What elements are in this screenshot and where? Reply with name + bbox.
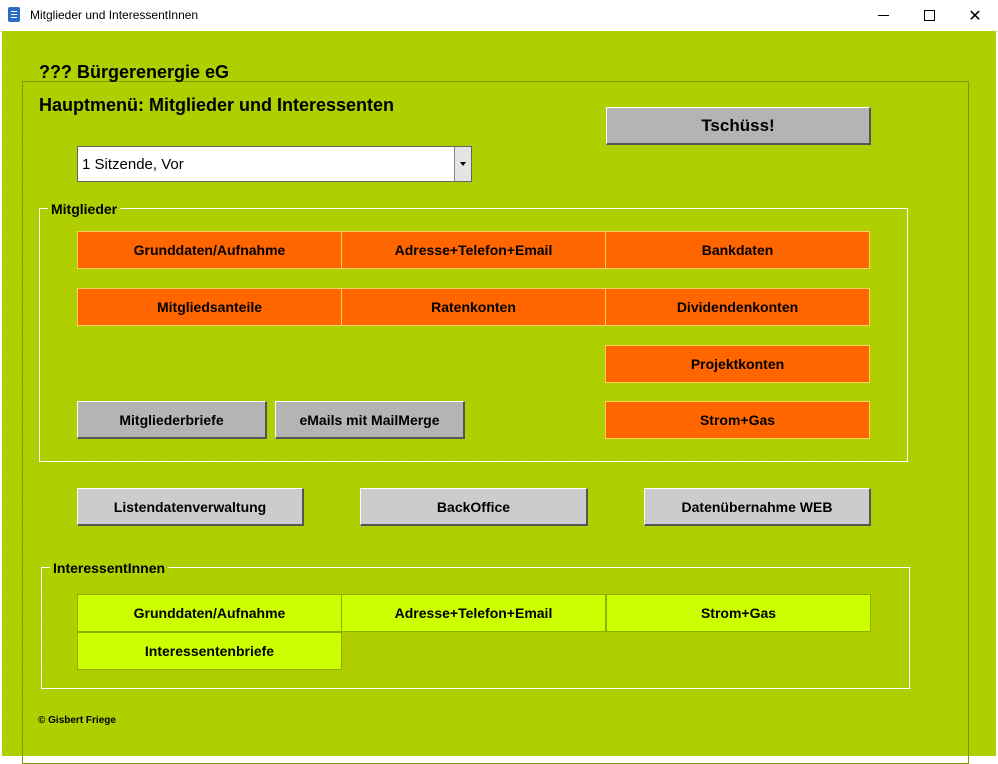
mailmerge-button[interactable]: eMails mit MailMerge (275, 401, 465, 439)
bankdaten-button[interactable]: Bankdaten (605, 231, 870, 269)
org-name: ??? Bürgerenergie eG (39, 62, 230, 82)
member-select-value: 1 Sitzende, Vor (82, 156, 184, 173)
backoffice-button[interactable]: BackOffice (360, 488, 588, 526)
maximize-icon (924, 10, 935, 21)
chevron-down-icon (460, 162, 466, 166)
minimize-button[interactable] (860, 0, 906, 31)
exit-button[interactable]: Tschüss! (606, 107, 871, 145)
copyright-text: © Gisbert Friege (38, 715, 116, 726)
mitglieder-grunddaten-button[interactable]: Grunddaten/Aufnahme (77, 231, 342, 269)
listendatenverwaltung-button[interactable]: Listendatenverwaltung (77, 488, 304, 526)
mitglieder-adresse-button[interactable]: Adresse+Telefon+Email (341, 231, 606, 269)
interessenten-group-label: InteressentInnen (50, 560, 168, 576)
close-icon: ✕ (968, 7, 982, 25)
mitglieder-strom-gas-button[interactable]: Strom+Gas (605, 401, 870, 439)
close-button[interactable] (952, 0, 998, 31)
interessenten-strom-gas-button[interactable]: Strom+Gas (606, 594, 871, 632)
interessentenbriefe-button[interactable]: Interessentenbriefe (77, 632, 342, 670)
interessenten-adresse-button[interactable]: Adresse+Telefon+Email (341, 594, 606, 632)
dropdown-arrow-button[interactable] (454, 147, 471, 181)
minimize-icon (878, 15, 889, 16)
form-app-icon (8, 7, 20, 22)
page-title: Hauptmenü: Mitglieder und Interessenten (39, 95, 395, 115)
mitglieder-group-label: Mitglieder (48, 201, 120, 217)
interessenten-grunddaten-button[interactable]: Grunddaten/Aufnahme (77, 594, 342, 632)
title-bar (0, 0, 998, 32)
member-select[interactable] (77, 146, 472, 182)
dividendenkonten-button[interactable]: Dividendenkonten (605, 288, 870, 326)
datenuebernahme-web-button[interactable]: Datenübernahme WEB (644, 488, 871, 526)
mitgliedsanteile-button[interactable]: Mitgliedsanteile (77, 288, 342, 326)
projektkonten-button[interactable]: Projektkonten (605, 345, 870, 383)
ratenkonten-button[interactable]: Ratenkonten (341, 288, 606, 326)
maximize-button[interactable] (906, 0, 952, 31)
window-title: Mitglieder und InteressentInnen (30, 8, 199, 22)
mitgliederbriefe-button[interactable]: Mitgliederbriefe (77, 401, 267, 439)
